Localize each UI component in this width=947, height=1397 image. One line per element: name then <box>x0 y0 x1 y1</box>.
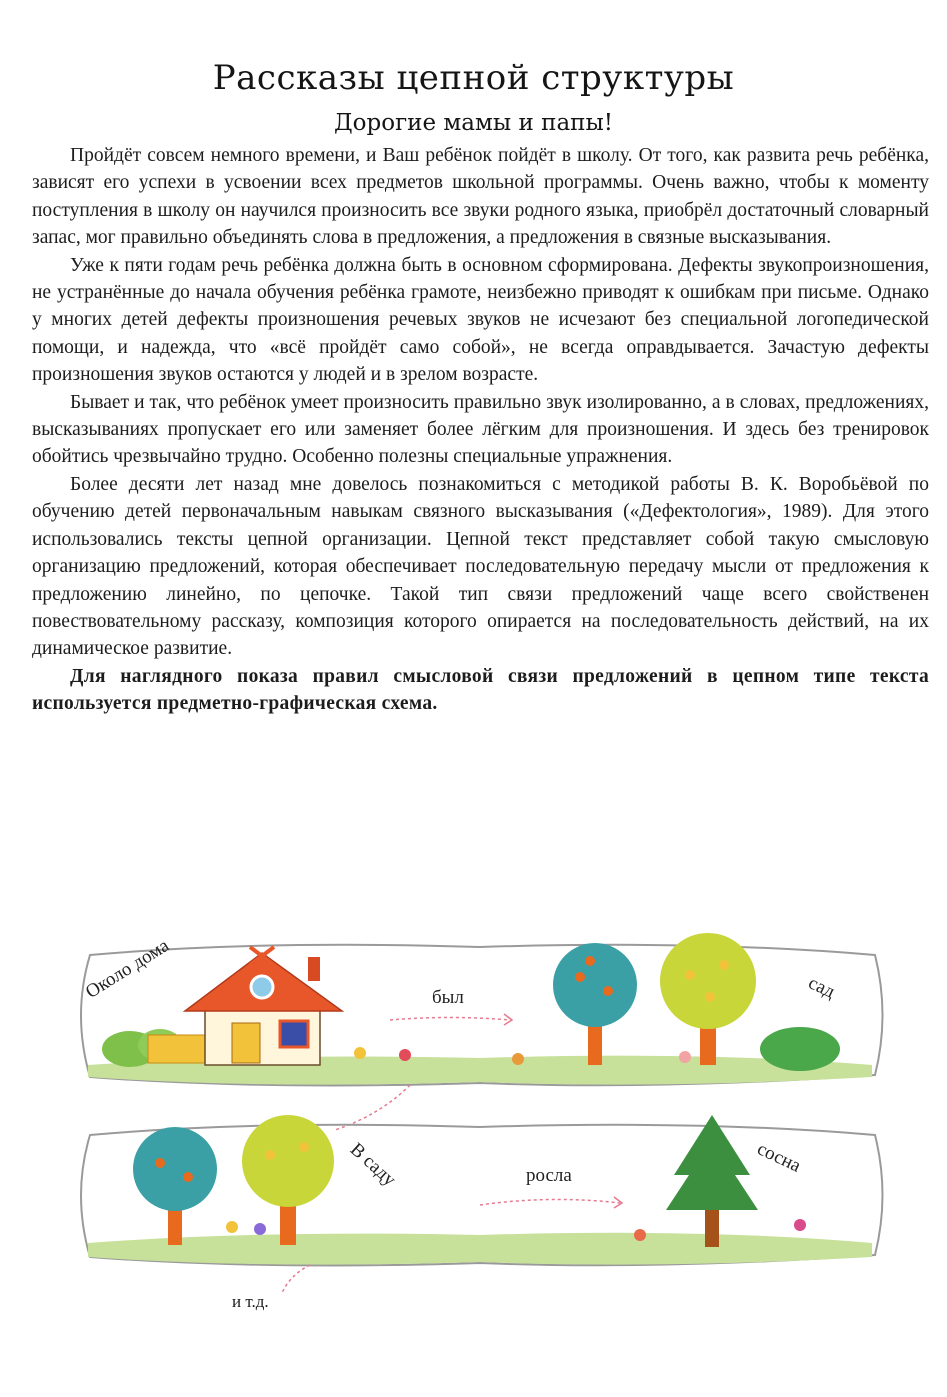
article-body <box>32 142 929 718</box>
apple-tree-icon <box>553 943 637 1065</box>
pear-tree-icon <box>660 933 756 1065</box>
label-etc: и т.д. <box>232 1292 269 1311</box>
page-title: Рассказы цепной структуры <box>212 58 735 98</box>
label-near-house: Около дома <box>82 935 173 1003</box>
paragraph-1: Пройдёт совсем немного времени, и Ваш ребёнок пойдёт в школу. От того, как развита речь ребёнка, зависят его успехи в усвоении всех предметов школьной программы. Очень важно, чтобы к моменту поступления в школу он научился произносить все звуки родного языка, приобрёл достаточный словарный запас, мог правильно объединять слова в предложения, а предложения в связные высказывания. <box>32 145 929 249</box>
label-grew: росла <box>526 1165 572 1186</box>
paragraph-4: Более десяти лет назад мне довелось познакомиться с методикой работы В. К. Воробьёвой по обучению детей первоначальным навыкам связного высказывания («Дефектология», 1989). Для этого использовались тексты цепной организации. Цепной текст представляет собой такую смысловую организацию предложений, которая обеспечивает последовательную передачу мысли от предложения к предложению линейно, по цепочке. Такой тип связи предложений чаще всего свойственен повествовательному рассказу, композиция которого опирается на последовательность действий, на их динамическое развитие. <box>32 473 929 660</box>
connector-arrow <box>335 1085 410 1130</box>
paragraph-3: Бывает и так, что ребёнок умеет произносить правильно звук изолированно, а в словах, предложениях, высказываниях пропускает его или заменяет более лёгким для произношения. И здесь без тренировок обойтись чрезвычайно трудно. Особенно полезны специальные упражнения. <box>32 391 929 468</box>
label-in-garden: В саду <box>345 1139 400 1191</box>
scheme-drawing <box>60 925 900 1325</box>
chain-scheme-illustration <box>60 925 900 1325</box>
label-pine: сосна <box>753 1138 804 1177</box>
page-subtitle: Дорогие мамы и папы! <box>333 110 614 136</box>
paragraph-bold: Для наглядного показа правил смысловой связи предложений в цепном типе текста используется предметно-графическая схема. <box>32 665 929 715</box>
label-was: был <box>432 987 464 1008</box>
paragraph-2: Уже к пяти годам речь ребёнка должна быть в основном сформирована. Дефекты звукопроизношения, не устранённые до начала обучения ребёнка грамоте, неизбежно приводят к ошибкам при письме. Однако у многих детей дефекты произношения речевых звуков не исчезают без специальной логопедической помощи, и надежда, что «всё пройдёт само собой», не всегда оправдывается. Зачастую дефекты произношения звуков остаются у людей и в зрелом возрасте. <box>32 254 929 386</box>
row2-arrow <box>480 1199 620 1205</box>
house-icon <box>185 947 342 1065</box>
pine-tree-icon <box>666 1115 758 1247</box>
row2-grass <box>88 1233 872 1265</box>
row1-arrow <box>390 1018 510 1021</box>
label-garden: сад <box>805 972 839 1003</box>
apple-tree-icon-2 <box>133 1127 217 1245</box>
etc-arrow <box>282 1265 310 1293</box>
